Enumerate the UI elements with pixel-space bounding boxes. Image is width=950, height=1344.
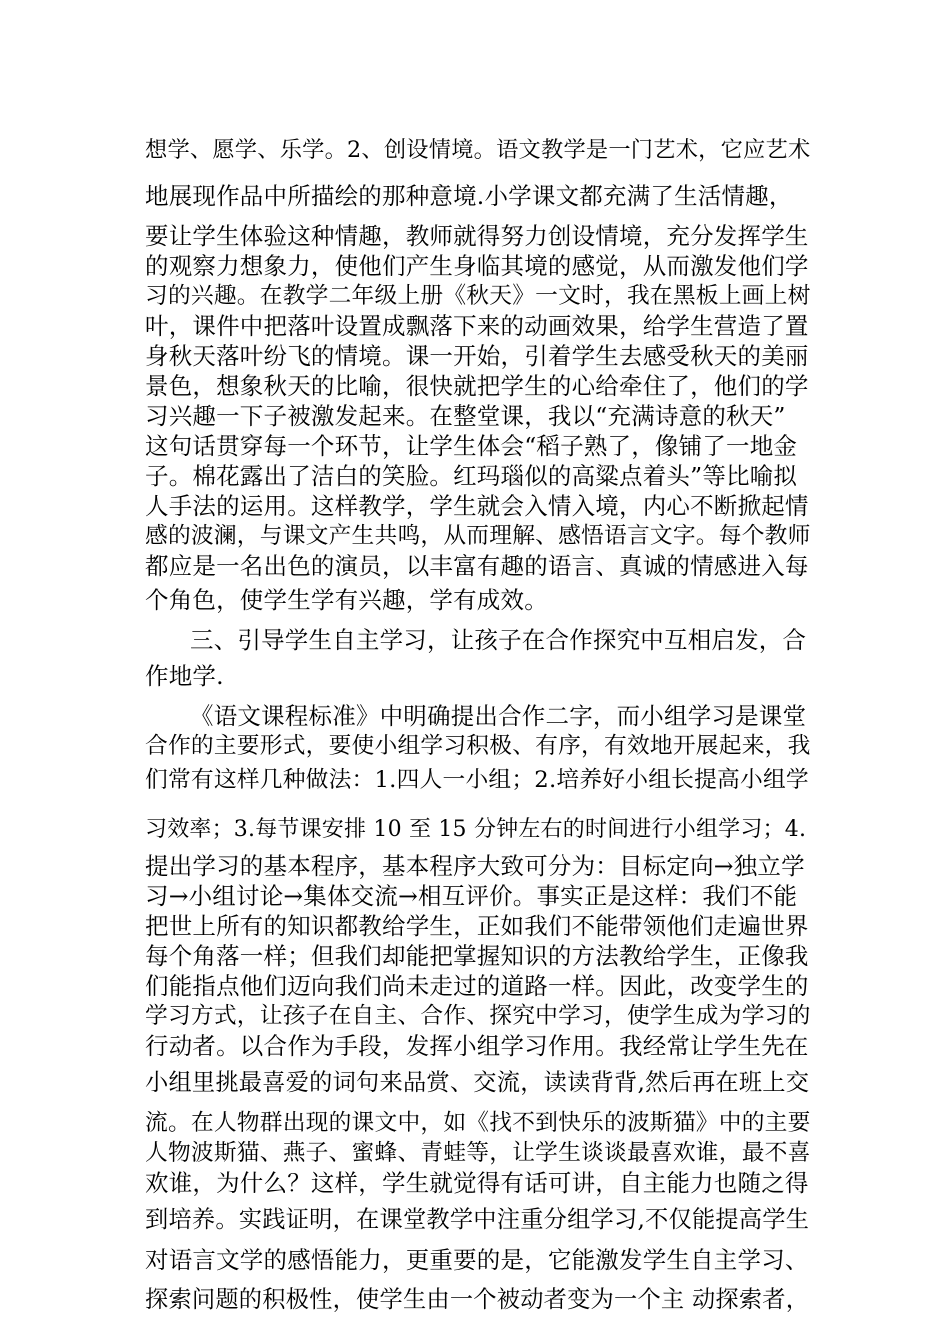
text-line: 人物波斯猫、燕子、蜜蜂、青蛙等，让学生谈谈最喜欢谁，最不喜 xyxy=(145,1140,811,1166)
text-line: 习的兴趣。在教学二年级上册《秋天》一文时，我在黑板上画上树 xyxy=(145,283,811,309)
text-line: 子。棉花露出了洁白的笑脸。红玛瑙似的高粱点着头”等比喻拟 xyxy=(145,462,798,490)
text-line: 流。在人物群出现的课文中，如《找不到快乐的波斯猫》中的主要 xyxy=(145,1110,811,1136)
text-line: 学习方式，让孩子在自主、合作、探究中学习，使学生成为学习的 xyxy=(145,1003,811,1029)
text-line: 景色，想象秋天的比喻，很快就把学生的心给牵住了，他们的学 xyxy=(145,372,809,400)
text-line: 对语言文学的感悟能力，更重要的是，它能激发学生自主学习、 xyxy=(145,1246,809,1274)
text-line: 个角色，使学生学有兴趣，学有成效。 xyxy=(145,586,548,614)
text-line: 的观察力想象力，使他们产生身临其境的感觉，从而激发他们学 xyxy=(145,252,809,280)
text-line: 行动者。以合作为手段，发挥小组学习作用。我经常让学生先在 xyxy=(145,1032,809,1060)
text-line: 都应是一名出色的演员，以丰富有趣的语言、真诚的情感进入每 xyxy=(145,552,809,580)
text-line: 提出学习的基本程序，基本程序大致可分为：目标定向→独立学 xyxy=(145,852,805,880)
text-line: 习兴趣一下子被激发起来。在整堂课，我以“充满诗意的秋天” xyxy=(145,402,786,430)
text-line: 人手法的运用。这样教学，学生就会入情入境，内心不断掀起情 xyxy=(145,492,809,520)
text-line: 每个角落一样；但我们却能把掌握知识的方法教给学生，正像我 xyxy=(145,942,809,970)
section-heading-line: 作地学. xyxy=(145,662,224,690)
text-line: 小组里挑最喜爱的词句来品赏、交流，读读背背,然后再在班上交 xyxy=(145,1069,810,1096)
text-line: 身秋天落叶纷飞的情境。课一开始，引着学生去感受秋天的美丽 xyxy=(145,342,809,370)
text-line: 习→小组讨论→集体交流→相互评价。事实正是这样：我们不能 xyxy=(145,882,798,910)
text-line: 欢谁，为什么？这样，学生就觉得有话可讲，自主能力也随之得 xyxy=(145,1169,809,1197)
section-heading-line: 三、引导学生自主学习，让孩子在合作探究中互相启发，合 xyxy=(190,626,807,654)
text-line: 们常有这样几种做法：1.四人一小组；2.培养好小组长提高小组学 xyxy=(145,767,809,793)
text-line: 习效率；3.每节课安排 10 至 15 分钟左右的时间进行小组学习；4. xyxy=(145,817,807,842)
text-line: 想学、愿学、乐学。2、创设情境。语文教学是一门艺术，它应艺术 xyxy=(145,137,811,163)
text-line: 合作的主要形式，要使小组学习积极、有序，有效地开展起来，我 xyxy=(145,733,811,759)
text-line: 们能指点他们迈向我们尚未走过的道路一样。因此，改变学生的 xyxy=(145,972,809,1000)
text-line: 感的波澜，与课文产生共鸣，从而理解、感悟语言文字。每个教师 xyxy=(145,523,811,549)
text-line: 地展现作品中所描绘的那种意境.小学课文都充满了生活情趣， xyxy=(145,182,793,210)
text-line: 《语文课程标准》中明确提出合作二字，而小组学习是课堂 xyxy=(190,702,807,730)
text-line: 把世上所有的知识都教给学生，正如我们不能带领他们走遍世界 xyxy=(145,912,809,940)
text-line: 到培养。实践证明，在课堂教学中注重分组学习,不仅能提高学生 xyxy=(145,1206,810,1233)
text-line: 探索问题的积极性，使学生由一个被动者变为一个主 动探索者， xyxy=(145,1286,810,1313)
text-line: 叶，课件中把落叶设置成飘落下来的动画效果，给学生营造了置 xyxy=(145,312,809,340)
text-line: 这句话贯穿每一个环节，让学生体会“稻子熟了，像铺了一地金 xyxy=(145,432,798,460)
text-line: 要让学生体验这种情趣，教师就得努力创设情境，充分发挥学生 xyxy=(145,222,809,250)
